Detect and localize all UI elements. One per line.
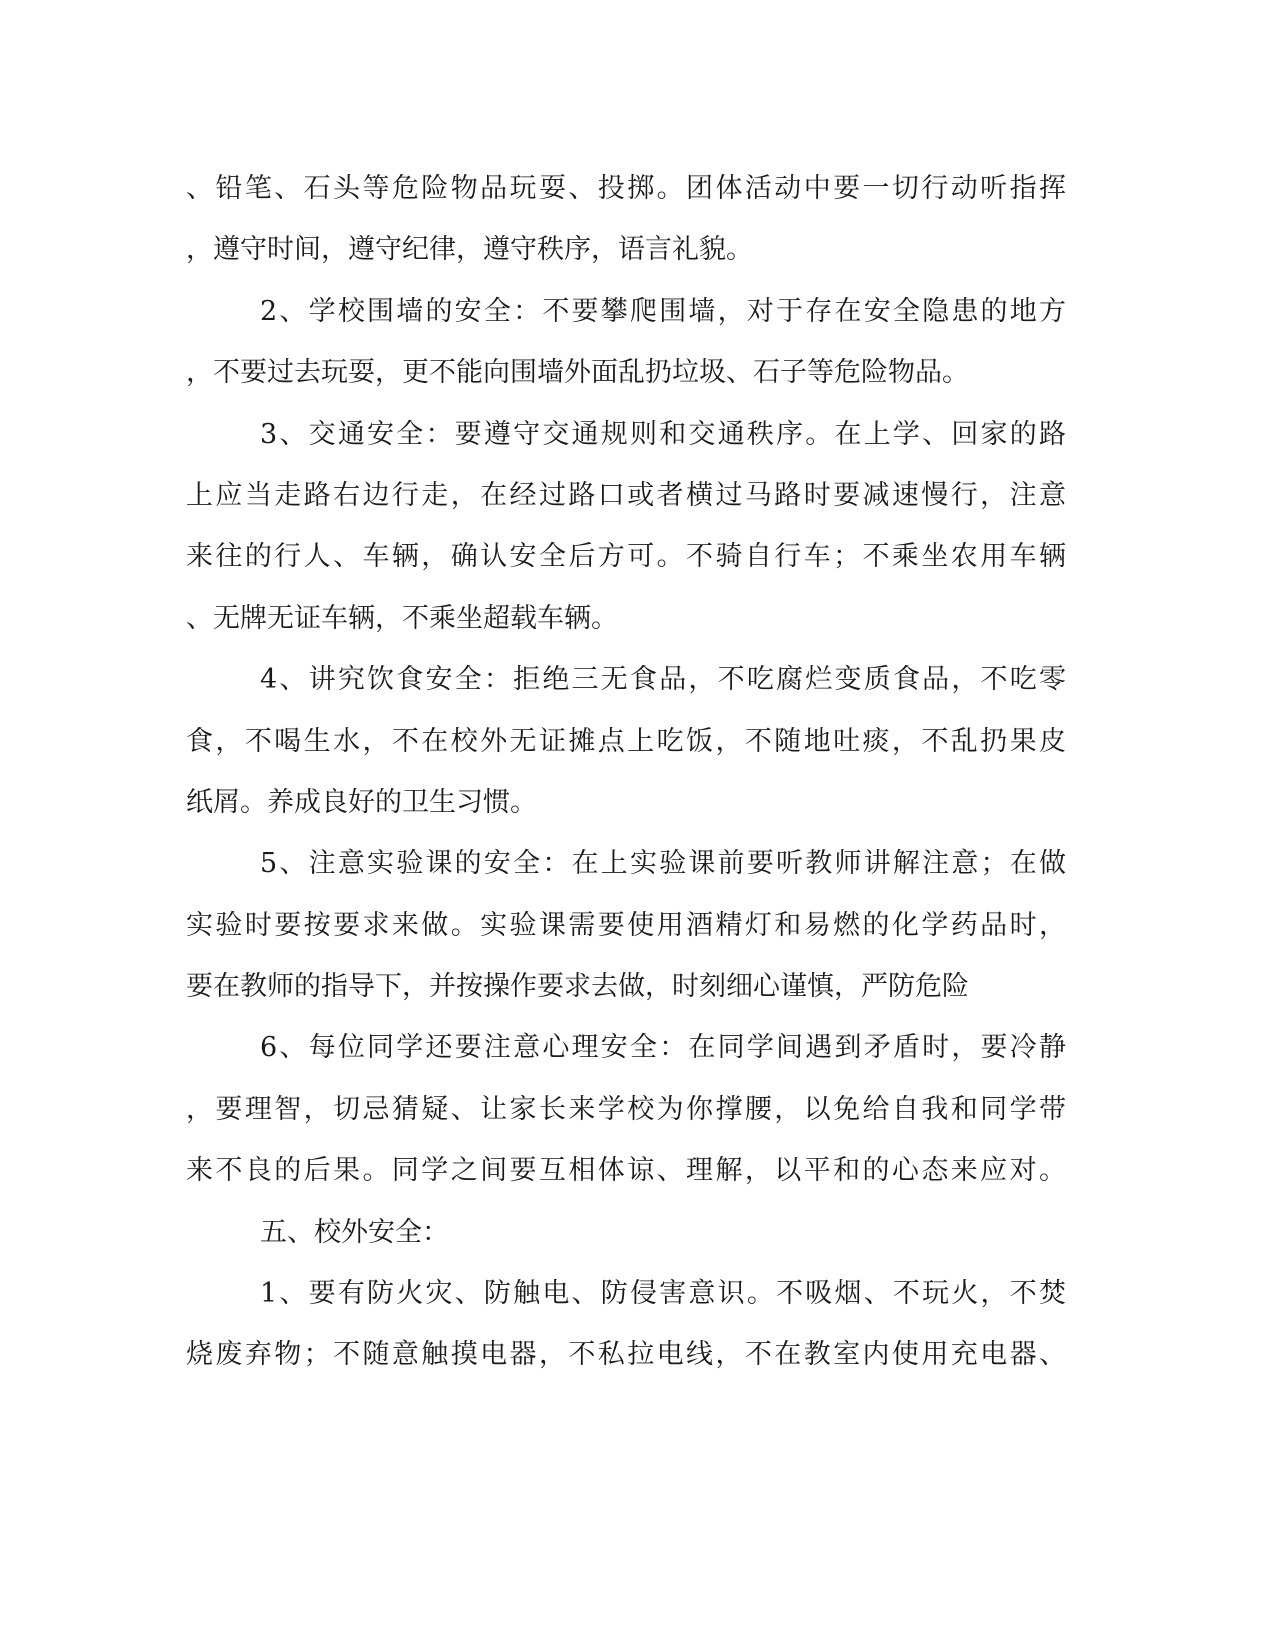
text-line: ，要理智，切忌猜疑、让家长来学校为你撑腰，以免给自我和同学带 — [186, 1093, 1066, 1125]
text-line: 来往的行人、车辆，确认安全后方可。不骑自行车；不乘坐农用车辆 — [186, 541, 1066, 573]
paragraph-first-line: 2、学校围墙的安全：不要攀爬围墙，对于存在安全隐患的地方 — [260, 295, 1066, 327]
text-line: 、无牌无证车辆，不乘坐超载车辆。 — [186, 602, 618, 634]
paragraph-first-line: 4、讲究饮食安全：拒绝三无食品，不吃腐烂变质食品，不吃零 — [260, 664, 1066, 696]
body-text — [186, 158, 1066, 1386]
text-line: 纸屑。养成良好的卫生习惯。 — [186, 786, 537, 818]
paragraph-first-line: 3、交通安全：要遵守交通规则和交通秩序。在上学、回家的路 — [260, 418, 1066, 450]
text-line: 上应当走路右边行走，在经过路口或者横过马路时要减速慢行，注意 — [186, 479, 1066, 511]
text-line: 烧废弃物；不随意触摸电器，不私拉电线，不在教室内使用充电器、 — [186, 1339, 1066, 1371]
text-line: 来不良的后果。同学之间要互相体谅、理解，以平和的心态来应对。 — [186, 1155, 1066, 1187]
paragraph-first-line: 5、注意实验课的安全：在上实验课前要听教师讲解注意；在做 — [260, 848, 1066, 880]
text-line: 食，不喝生水，不在校外无证摊点上吃饭，不随地吐痰，不乱扔果皮 — [186, 725, 1066, 757]
text-line: ，遵守时间，遵守纪律，遵守秩序，语言礼貌。 — [186, 234, 753, 266]
paragraph-first-line: 1、要有防火灾、防触电、防侵害意识。不吸烟、不玩火，不焚 — [260, 1278, 1066, 1310]
text-line: ，不要过去玩耍，更不能向围墙外面乱扔垃圾、石子等危险物品。 — [186, 357, 969, 389]
text-line: 实验时要按要求来做。实验课需要使用酒精灯和易燃的化学药品时， — [186, 909, 1066, 941]
paragraph-first-line: 6、每位同学还要注意心理安全：在同学间遇到矛盾时，要冷静 — [260, 1032, 1066, 1064]
section-heading: 五、校外安全： — [260, 1216, 449, 1248]
text-line: 要在教师的指导下，并按操作要求去做，时刻细心谨慎，严防危险 — [186, 971, 969, 1003]
text-line: 、铅笔、石头等危险物品玩耍、投掷。团体活动中要一切行动听指挥 — [186, 173, 1066, 204]
